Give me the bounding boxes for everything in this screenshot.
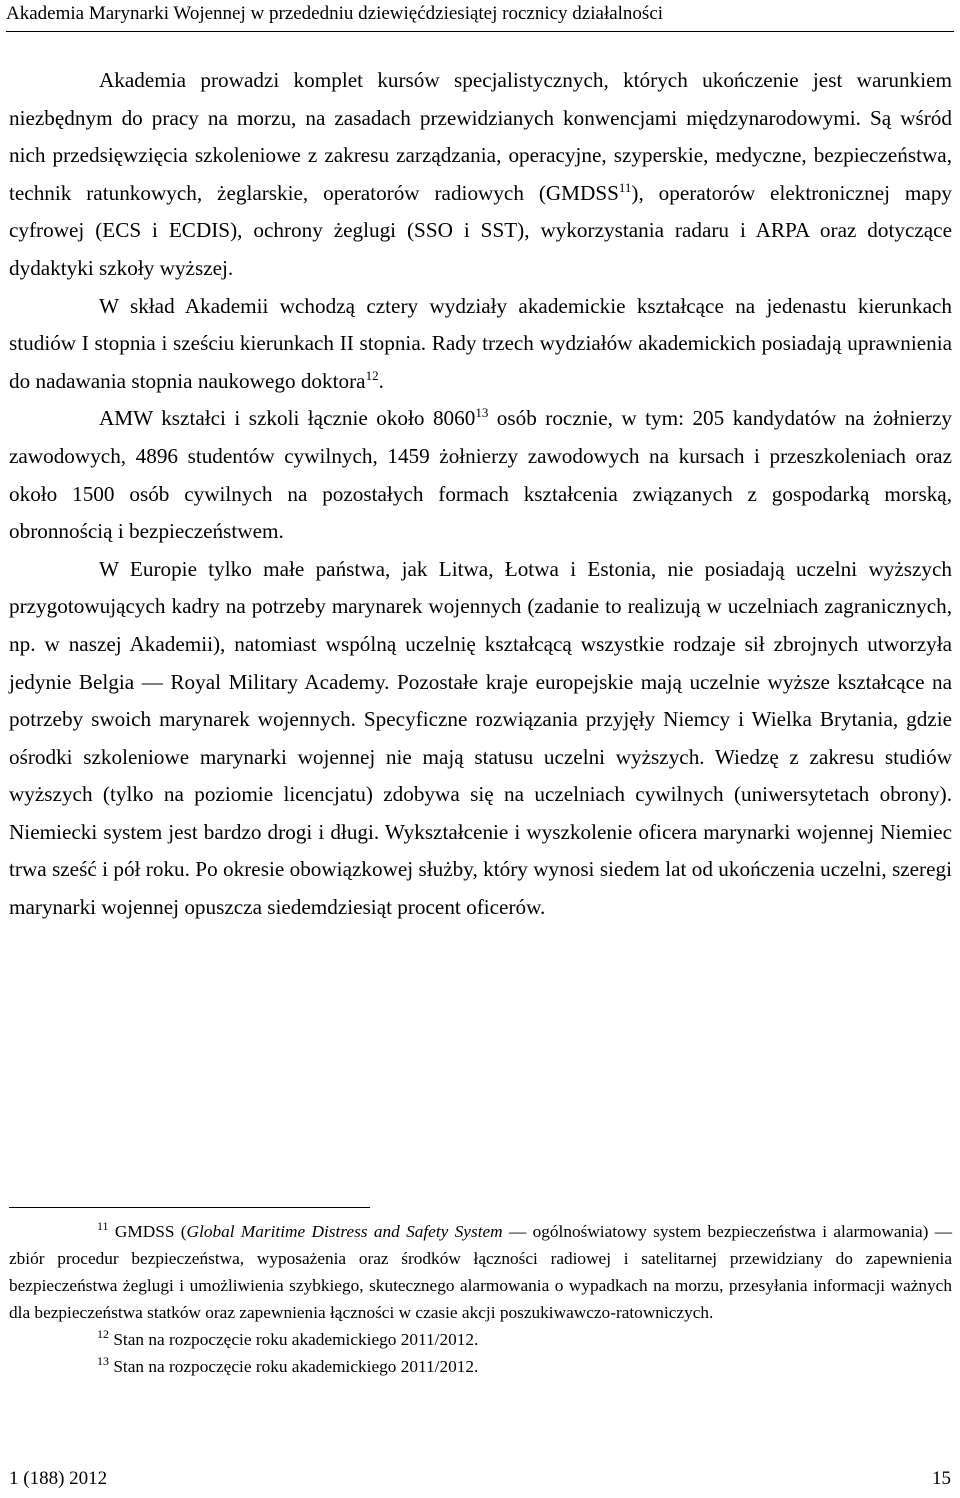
footnote-text: Stan na rozpoczęcie roku akademickiego 2011/2012. — [109, 1357, 479, 1377]
footnote-text: GMDSS ( — [108, 1222, 187, 1241]
page-number: 15 — [932, 1468, 951, 1489]
paragraph-text: AMW kształci i szkoli łącznie około 8060 — [99, 406, 476, 431]
footnote-number: 11 — [97, 1219, 109, 1234]
paragraph-text: osób rocznie, w tym: 205 kandydatów na żołnierzy zawodowych, 4896 studentów cywilnych, 1459 żołnierzy zawodowych na kursach i przeszkoleniach oraz około 1500 osób cywilnych na pozostałych formach kształcenia związanych z gospodarką morską, obronnością i bezpieczeństwem. — [9, 406, 952, 544]
main-text — [9, 62, 952, 927]
footnote-ref[interactable]: 11 — [618, 179, 632, 195]
footnote-text: — ogólnoświatowy system bezpieczeństwa i alarmowania) — zbiór procedur bezpieczeństwa, wyposażenia oraz środków łączności radiowej i satelitarnej przewidziany do zapewnienia bezpieczeństwa żeglugi i umożliwienia szybkiego, skutecznego alarmowania o wypadkach na morzu, przesyłania informacji ważnych dla bezpieczeństwa statków oraz zapewnienia łączności w czasie akcji poszukiwawczo-ratowniczych. — [9, 1222, 952, 1323]
paragraph-courses — [9, 62, 952, 288]
paragraph-faculties — [9, 288, 952, 401]
issue-info: 1 (188) 2012 — [9, 1468, 108, 1489]
paragraph-students — [9, 400, 952, 550]
running-header: Akademia Marynarki Wojennej w przededniu dziewięćdziesiątej rocznicy działalności — [6, 0, 954, 32]
footnote-11 — [9, 1218, 952, 1326]
footnote-12 — [9, 1326, 952, 1353]
footnote-italic-term: Global Maritime Distress and Safety System — [186, 1222, 503, 1241]
footnotes — [9, 1218, 952, 1381]
paragraph-text: ), operatorów elektronicznej mapy cyfrowej (ECS i ECDIS), ochrony żeglugi (SSO i SST), wykorzystania radaru i ARPA oraz dotyczące dydaktyki szkoły wyższej. — [9, 180, 953, 280]
paragraph-text: . — [378, 368, 384, 393]
footnote-ref[interactable]: 12 — [365, 367, 379, 383]
footnote-ref[interactable]: 13 — [475, 405, 489, 421]
footnote-number: 12 — [97, 1327, 109, 1342]
paragraph-europe: W Europie tylko małe państwa, jak Litwa, Łotwa i Estonia, nie posiadają uczelni wyższych przygotowujących kadry na potrzeby marynarek wojennych (zadanie to realizują w uczelniach zagranicznych, np. w naszej Akademii), natomiast wspólną uczelnię kształcącą wszystkie rodzaje sił zbrojnych utworzyła jedynie Belgia — Royal Military Academy. Pozostałe kraje europejskie mają uczelnie wyższe kształcące na potrzeby swoich marynarek wojennych. Specyficzne rozwiązania przyjęły Niemcy i Wielka Brytania, gdzie ośrodki szkoleniowe marynarki wojennej nie mają statusu uczelni wyższych. Wiedzę z zakresu studiów wyższych (tylko na poziomie licencjatu) zdobywa się na uczelniach cywilnych (uniwersytetach obrony). Niemiecki system jest bardzo drogi i długi. Wykształcenie i wyszkolenie oficera marynarki wojennej Niemiec trwa sześć i pół roku. Po okresie obowiązkowej służby, który wynosi siedem lat od ukończenia uczelni, szeregi marynarki wojennej opuszcza siedemdziesiąt procent oficerów. — [9, 556, 952, 920]
footnote-text: Stan na rozpoczęcie roku akademickiego 2011/2012. — [109, 1330, 479, 1350]
footnote-13 — [9, 1353, 952, 1380]
footnote-separator — [9, 1207, 370, 1208]
paragraph-text: W skład Akademii wchodzą cztery wydziały akademickie kształcące na jedenastu kierunkach studiów I stopnia i sześciu kierunkach II stopnia. Rady trzech wydziałów akademickich posiadają uprawnienia do nadawania stopnia naukowego doktora — [9, 293, 952, 393]
paragraph-text: Akademia prowadzi komplet kursów specjalistycznych, których ukończenie jest warunkiem niezbędnym do pracy na morzu, na zasadach przewidzianych konwencjami międzynarodowymi. Są wśród nich przedsięwzięcia szkoleniowe z zakresu zarządzania, operacyjne, szyperskie, medyczne, bezpieczeństwa, technik ratunkowych, żeglarskie, operatorów radiowych (GMDSS — [9, 68, 952, 205]
footnote-number: 13 — [97, 1354, 109, 1369]
